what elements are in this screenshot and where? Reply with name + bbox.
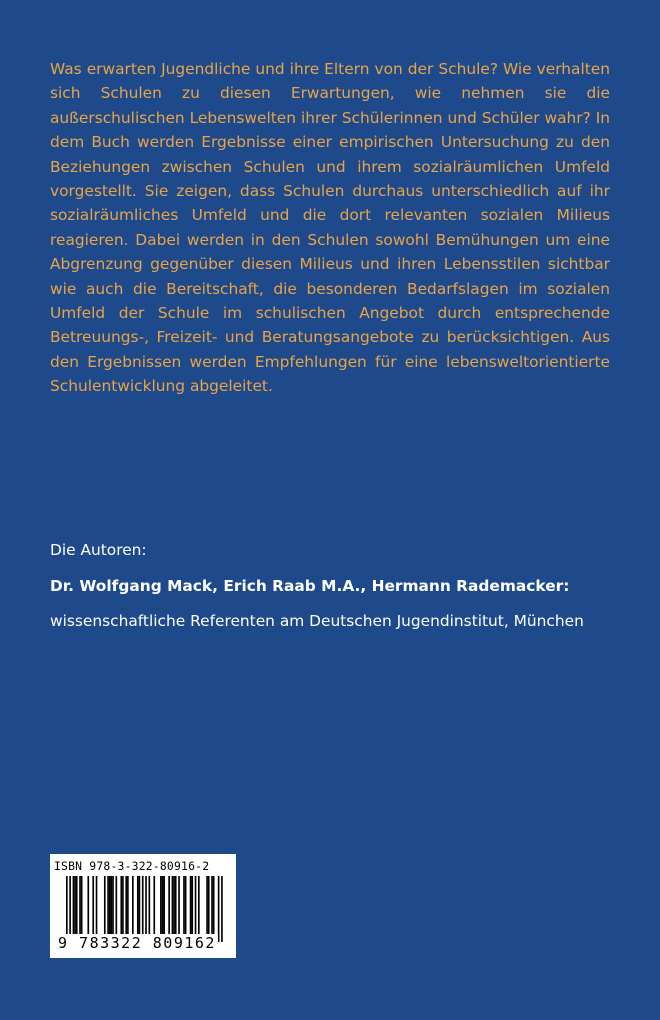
barcode-bar xyxy=(116,876,118,934)
barcode-bar xyxy=(168,876,170,934)
barcode-bar xyxy=(122,876,124,934)
barcode-bar xyxy=(107,876,109,934)
barcode-bar xyxy=(79,876,81,934)
barcode-bar xyxy=(173,876,175,934)
barcode-bar xyxy=(190,876,192,934)
barcode-bar xyxy=(125,876,127,934)
barcode-bar xyxy=(218,876,220,942)
authors-heading: Die Autoren: xyxy=(50,541,147,559)
barcode-bar xyxy=(66,876,68,942)
barcode-bar xyxy=(213,876,215,934)
authors-names: Dr. Wolfgang Mack, Erich Raab M.A., Hermann Rademacker: xyxy=(50,577,570,595)
barcode-bar xyxy=(109,876,111,934)
barcode-bar xyxy=(198,876,200,934)
barcode-bar xyxy=(183,876,185,934)
barcode-bar xyxy=(120,876,122,934)
barcode-bar xyxy=(211,876,213,934)
barcode-bar xyxy=(76,876,78,934)
barcode-bar xyxy=(172,876,174,934)
barcode-bar xyxy=(142,876,144,942)
isbn-barcode-box xyxy=(50,854,236,958)
barcode-bar xyxy=(195,876,197,934)
barcode-bar xyxy=(139,876,141,934)
barcode-bar xyxy=(132,876,134,934)
authors-role: wissenschaftliche Referenten am Deutschen Jugendinstitut, München xyxy=(50,612,584,630)
barcode-bar xyxy=(104,876,106,934)
barcode-bar xyxy=(162,876,164,934)
ean-digits: 9 783322 809162 xyxy=(58,934,216,952)
barcode-bar xyxy=(178,876,180,934)
barcode-bar xyxy=(160,876,162,934)
barcode-bar xyxy=(111,876,113,934)
authors-section xyxy=(50,540,630,631)
back-cover-blurb: Was erwarten Jugendliche und ihre Eltern von der Schule? Wie verhalten sich Schulen zu diesen Erwartungen, wie nehmen sie die außerschulischen Lebenswelten ihrer Schülerinnen und Schüler wahr? In dem Buch werden Ergebnisse einer empirischen Untersuchung zu den Beziehungen zwischen Schulen und ihrem sozialräumlichen Umfeld vorgestellt. Sie zeigen, dass Schulen durchaus unterschiedlich auf ihr sozialräumliches Umfeld und die dort relevanten sozialen Milieus reagieren. Dabei werden in den Schulen sowohl Bemühungen um eine Abgrenzung gegenüber diesen Milieus und ihren Lebensstilen sichtbar wie auch die Bereitschaft, die besonderen Bedarfslagen im sozialen Umfeld der Schule im schulischen Angebot durch entsprechende Betreuungs-, Freizeit- und Beratungsangebote zu berücksichtigen. Aus den Ergebnissen werden Empfehlungen für eine lebensweltorientierte Schulentwicklung abgeleitet. xyxy=(50,60,610,396)
barcode-bar xyxy=(153,876,155,934)
barcode-bar xyxy=(175,876,177,934)
barcode-bar xyxy=(145,876,147,942)
barcode-bar xyxy=(96,876,98,934)
isbn-label: ISBN 978-3-322-80916-2 xyxy=(54,859,210,873)
barcode-bar xyxy=(149,876,151,934)
barcode-bar xyxy=(69,876,71,942)
barcode-bar xyxy=(206,876,208,934)
barcode-bar xyxy=(81,876,83,934)
barcode-bar xyxy=(112,876,114,934)
barcode-bar xyxy=(221,876,223,942)
barcode-bar xyxy=(208,876,210,934)
barcode-bar xyxy=(87,876,89,934)
barcode-bar xyxy=(191,876,193,934)
barcode-bar xyxy=(137,876,139,934)
barcode-bar xyxy=(185,876,187,934)
barcode-bar xyxy=(127,876,129,934)
barcode-bar xyxy=(163,876,165,934)
barcode-bar xyxy=(74,876,76,934)
barcode-bar xyxy=(92,876,94,934)
barcode-bar xyxy=(73,876,75,934)
